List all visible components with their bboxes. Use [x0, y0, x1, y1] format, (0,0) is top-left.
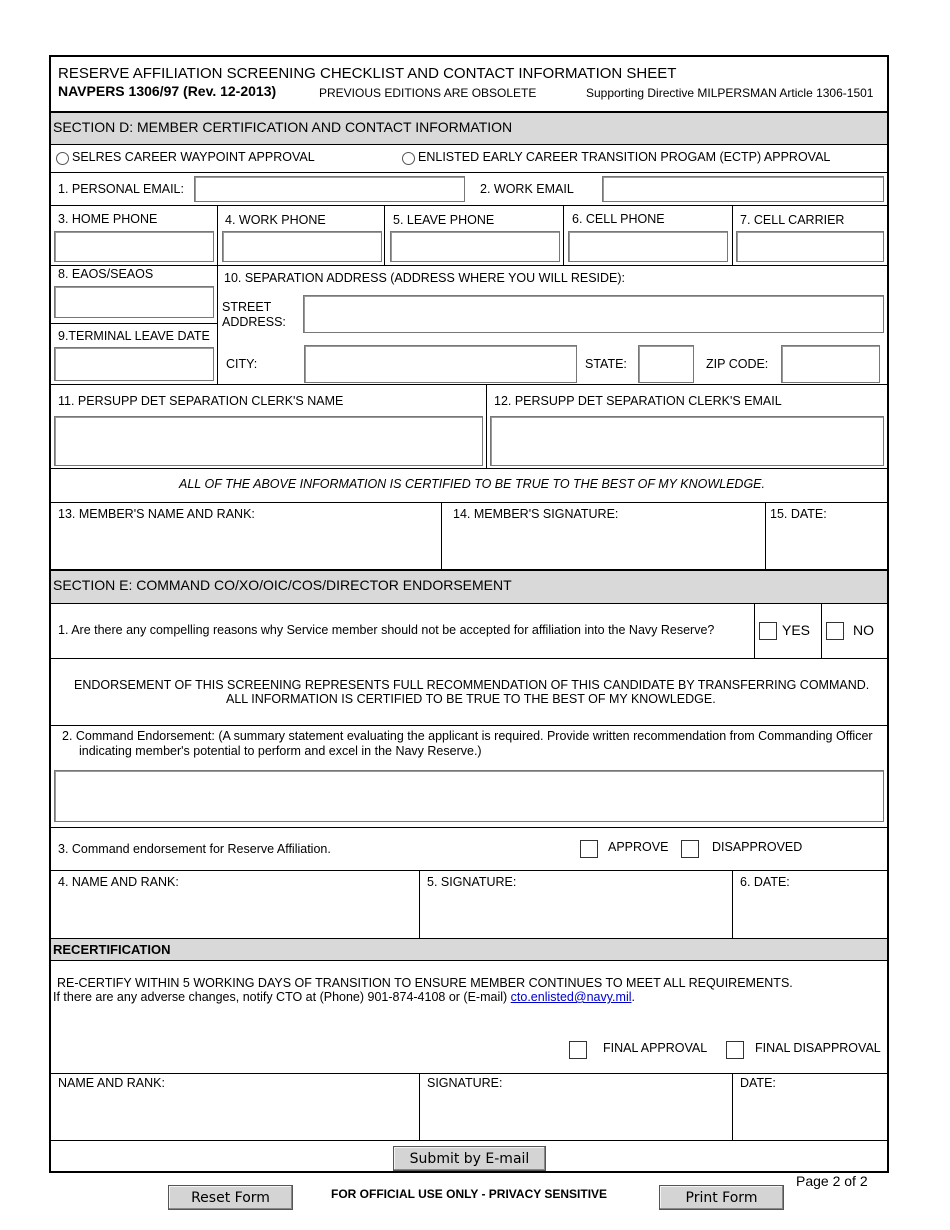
- compelling-reasons-question: 1. Are there any compelling reasons why Service member should not be accepted for affiliation into the Navy Reserve?: [58, 623, 715, 637]
- adverse-changes-note: [53, 990, 635, 1005]
- recert-date-label: DATE:: [740, 1076, 776, 1090]
- city-input[interactable]: [304, 345, 577, 383]
- street-address-input[interactable]: [303, 295, 884, 333]
- divider: [50, 468, 888, 469]
- work-email-label: 2. WORK EMAIL: [480, 182, 574, 196]
- eaos-label: 8. EAOS/SEAOS: [58, 267, 154, 281]
- member-signature-label: 14. MEMBER'S SIGNATURE:: [453, 507, 619, 521]
- recertify-instruction: RE-CERTIFY WITHIN 5 WORKING DAYS OF TRANSITION TO ENSURE MEMBER CONTINUES TO MEET ALL REQUIREMENTS.: [57, 976, 793, 990]
- state-input[interactable]: [638, 345, 694, 383]
- divider: [754, 603, 755, 658]
- cell-carrier-label: 7. CELL CARRIER: [740, 213, 845, 227]
- disapproved-checkbox[interactable]: [681, 840, 699, 858]
- home-phone-input[interactable]: [54, 231, 214, 262]
- submit-by-email-button[interactable]: Submit by E-mail: [393, 1146, 546, 1171]
- clerk-name-input[interactable]: [54, 416, 483, 466]
- divider: [732, 870, 733, 938]
- home-phone-label: 3. HOME PHONE: [58, 212, 158, 226]
- endorsement-statement-line2: ALL INFORMATION IS CERTIFIED TO BE TRUE TO THE BEST OF MY KNOWLEDGE.: [226, 692, 716, 706]
- divider: [419, 1073, 420, 1140]
- official-use-note: FOR OFFICIAL USE ONLY - PRIVACY SENSITIVE: [331, 1187, 608, 1201]
- terminal-leave-input[interactable]: [54, 347, 214, 381]
- divider: [563, 205, 564, 265]
- recert-name-label: NAME AND RANK:: [58, 1076, 165, 1090]
- cell-carrier-input[interactable]: [736, 231, 884, 262]
- section-e-title: SECTION E: COMMAND CO/XO/OIC/COS/DIRECTOR ENDORSEMENT: [53, 577, 512, 593]
- member-date-label: 15. DATE:: [770, 507, 827, 521]
- divider: [50, 265, 888, 266]
- yes-checkbox[interactable]: [759, 622, 777, 640]
- terminal-leave-label: 9.TERMINAL LEAVE DATE: [58, 329, 210, 343]
- recertification-title: RECERTIFICATION: [53, 942, 171, 957]
- final-disapproval-checkbox[interactable]: [726, 1041, 744, 1059]
- divider: [765, 502, 766, 569]
- separation-address-label: 10. SEPARATION ADDRESS (ADDRESS WHERE YOU WILL RESIDE):: [224, 271, 626, 285]
- personal-email-input[interactable]: [194, 176, 465, 202]
- adverse-changes-text: If there are any adverse changes, notify CTO at (Phone) 901-874-4108 or (E-mail): [53, 990, 511, 1004]
- divider: [50, 603, 888, 604]
- divider: [441, 502, 442, 569]
- command-endorsement-input[interactable]: [54, 770, 884, 822]
- reset-form-button[interactable]: Reset Form: [168, 1185, 293, 1210]
- endorser-date-label: 6. DATE:: [740, 875, 790, 889]
- yes-label: YES: [782, 622, 811, 638]
- street-label-2: ADDRESS:: [222, 315, 286, 329]
- divider: [732, 205, 733, 265]
- print-form-button[interactable]: Print Form: [659, 1185, 784, 1210]
- member-name-label: 13. MEMBER'S NAME AND RANK:: [58, 507, 255, 521]
- cto-email-link[interactable]: cto.enlisted@navy.mil: [510, 990, 632, 1004]
- eaos-input[interactable]: [54, 286, 214, 318]
- recert-signature-label: SIGNATURE:: [427, 1076, 503, 1090]
- clerk-email-label: 12. PERSUPP DET SEPARATION CLERK'S EMAIL: [494, 394, 782, 408]
- certification-statement: ALL OF THE ABOVE INFORMATION IS CERTIFIED TO BE TRUE TO THE BEST OF MY KNOWLEDGE.: [179, 477, 765, 491]
- divider: [50, 1073, 888, 1074]
- divider: [50, 502, 888, 503]
- final-approval-checkbox[interactable]: [569, 1041, 587, 1059]
- ectp-label: ENLISTED EARLY CAREER TRANSITION PROGAM (ECTP) APPROVAL: [418, 150, 831, 164]
- divider: [50, 569, 888, 571]
- endorser-signature-label: 5. SIGNATURE:: [427, 875, 517, 889]
- form-number: NAVPERS 1306/97 (Rev. 12-2013): [58, 83, 277, 99]
- divider: [50, 384, 888, 385]
- divider: [50, 725, 888, 726]
- leave-phone-input[interactable]: [390, 231, 560, 262]
- section-d-title: SECTION D: MEMBER CERTIFICATION AND CONTACT INFORMATION: [53, 119, 513, 135]
- final-approval-label: FINAL APPROVAL: [603, 1041, 708, 1055]
- divider: [50, 323, 218, 324]
- divider: [50, 658, 888, 659]
- selres-label: SELRES CAREER WAYPOINT APPROVAL: [72, 150, 315, 164]
- divider: [486, 384, 487, 468]
- reserve-affiliation-label: 3. Command endorsement for Reserve Affiliation.: [58, 842, 331, 856]
- endorser-name-label: 4. NAME AND RANK:: [58, 875, 179, 889]
- divider: [217, 205, 218, 384]
- street-label-1: STREET: [222, 300, 272, 314]
- divider: [821, 603, 822, 658]
- work-email-input[interactable]: [602, 176, 884, 202]
- directive-note: Supporting Directive MILPERSMAN Article 1306-1501: [586, 86, 874, 100]
- selres-radio[interactable]: [56, 152, 69, 165]
- endorsement-statement-line1: ENDORSEMENT OF THIS SCREENING REPRESENTS FULL RECOMMENDATION OF THIS CANDIDATE BY TRANSFERRING COMMAND.: [74, 678, 870, 692]
- no-checkbox[interactable]: [826, 622, 844, 640]
- zip-input[interactable]: [781, 345, 880, 383]
- divider: [50, 960, 888, 961]
- divider: [50, 1140, 888, 1141]
- divider: [50, 870, 888, 871]
- divider: [50, 111, 888, 113]
- divider: [732, 1073, 733, 1140]
- approve-checkbox[interactable]: [580, 840, 598, 858]
- final-disapproval-label: FINAL DISAPPROVAL: [755, 1041, 881, 1055]
- divider: [50, 172, 888, 173]
- state-label: STATE:: [585, 357, 627, 371]
- divider: [419, 870, 420, 938]
- city-label: CITY:: [226, 357, 258, 371]
- divider: [384, 205, 385, 265]
- clerk-email-input[interactable]: [490, 416, 884, 466]
- clerk-name-label: 11. PERSUPP DET SEPARATION CLERK'S NAME: [58, 394, 344, 408]
- cell-phone-label: 6. CELL PHONE: [572, 212, 665, 226]
- divider: [50, 205, 888, 206]
- command-endorsement-label-line2: indicating member's potential to perform and excel in the Navy Reserve.): [79, 744, 482, 758]
- no-label: NO: [853, 622, 874, 638]
- ectp-radio[interactable]: [402, 152, 415, 165]
- work-phone-label: 4. WORK PHONE: [225, 213, 326, 227]
- personal-email-label: 1. PERSONAL EMAIL:: [58, 182, 184, 196]
- adverse-changes-period: .: [631, 990, 635, 1004]
- divider: [50, 938, 888, 939]
- command-endorsement-label-line1: 2. Command Endorsement: (A summary statement evaluating the applicant is required. Provide written recommendation from Commanding Officer: [62, 729, 873, 743]
- leave-phone-label: 5. LEAVE PHONE: [393, 213, 495, 227]
- form-title: RESERVE AFFILIATION SCREENING CHECKLIST AND CONTACT INFORMATION SHEET: [58, 65, 677, 82]
- work-phone-input[interactable]: [222, 231, 382, 262]
- obsolete-note: PREVIOUS EDITIONS ARE OBSOLETE: [319, 86, 537, 100]
- cell-phone-input[interactable]: [568, 231, 728, 262]
- divider: [50, 144, 888, 145]
- approve-label: APPROVE: [608, 840, 669, 854]
- divider: [50, 827, 888, 828]
- zip-label: ZIP CODE:: [706, 357, 769, 371]
- page-number: Page 2 of 2: [796, 1173, 868, 1189]
- disapproved-label: DISAPPROVED: [712, 840, 803, 854]
